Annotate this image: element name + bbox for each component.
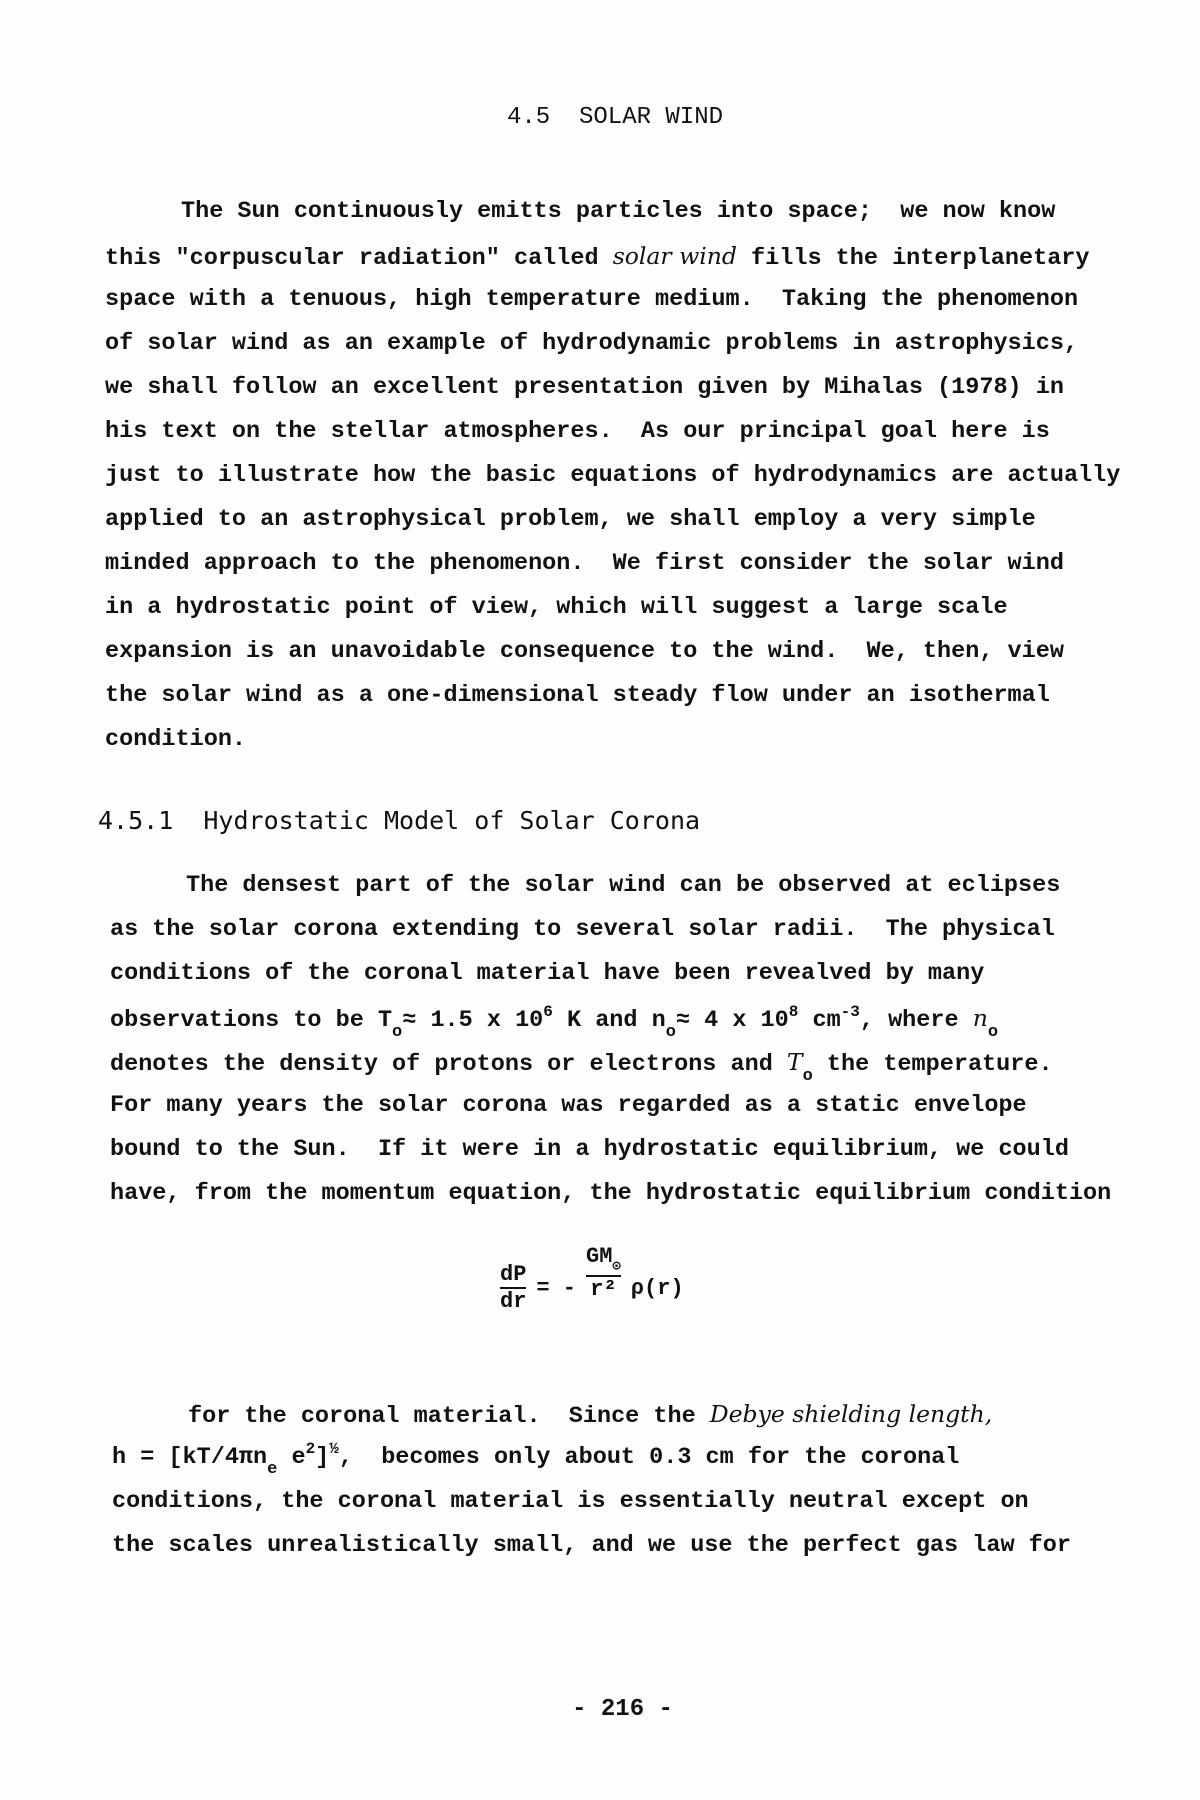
- text: for the coronal material. Since the: [188, 1403, 710, 1430]
- gm-text: GM: [586, 1244, 613, 1269]
- text-line: [105, 630, 1120, 674]
- subscript: o: [665, 1023, 676, 1042]
- italic-text: solar wind: [612, 242, 737, 270]
- text-line: [110, 996, 1111, 1040]
- text: just to illustrate how the basic equations of hydrodynamics are actually: [105, 462, 1121, 489]
- text-line: [105, 278, 1120, 322]
- text-line: [105, 674, 1120, 718]
- subscript: e: [267, 1460, 278, 1479]
- equation-rho: ρ(r): [630, 1275, 684, 1301]
- text: space with a tenuous, high temperature medium. Taking the phenomenon: [105, 286, 1079, 313]
- equation-rhs-fraction: [586, 1244, 621, 1302]
- sun-symbol: ⊙: [612, 1259, 621, 1275]
- equation-hydrostatic-equilibrium: [500, 1244, 684, 1314]
- text: have, from the momentum equation, the hydrostatic equilibrium condition: [110, 1180, 1112, 1207]
- text: applied to an astrophysical problem, we shall employ a very simple: [105, 506, 1036, 533]
- text: For many years the solar corona was regarded as a static envelope: [110, 1092, 1027, 1119]
- text-line: [110, 1040, 1111, 1084]
- equation-equals: = -: [536, 1275, 577, 1301]
- paragraph-debye: [112, 1392, 1071, 1568]
- italic-text: T: [786, 1048, 803, 1076]
- superscript: 8: [788, 1003, 799, 1021]
- text: denotes the density of protons or electrons and: [110, 1051, 787, 1078]
- text: K and n: [552, 1007, 666, 1034]
- text: of solar wind as an example of hydrodynamic problems in astrophysics,: [105, 330, 1079, 357]
- text: h = [kT/4πn: [112, 1444, 268, 1471]
- text-line: [105, 542, 1120, 586]
- text-line: [110, 908, 1111, 952]
- text: the temperature.: [812, 1051, 1053, 1078]
- text: the scales unrealistically small, and we use the perfect gas law for: [112, 1532, 1071, 1559]
- text-line: [105, 454, 1120, 498]
- superscript: -3: [840, 1003, 860, 1021]
- text: cm: [798, 1007, 841, 1034]
- text-line: [112, 1392, 1071, 1436]
- text: minded approach to the phenomenon. We first consider the solar wind: [105, 550, 1064, 577]
- paragraph-hydrostatic: [110, 864, 1111, 1216]
- equation-rhs-denominator: r²: [590, 1277, 617, 1302]
- text: this "corpuscular radiation" called: [105, 245, 613, 272]
- text-line: [105, 234, 1120, 278]
- text-line: [110, 1172, 1111, 1216]
- text: ≈ 1.5 x 10: [402, 1007, 544, 1034]
- text-line: [105, 322, 1120, 366]
- italic-text: Debye shielding length,: [709, 1400, 993, 1428]
- italic-text: n: [972, 1004, 988, 1032]
- text: we shall follow an excellent presentation given by Mihalas (1978) in: [105, 374, 1064, 401]
- text-line: [110, 952, 1111, 996]
- subscript: o: [802, 1067, 813, 1086]
- subscript: o: [987, 1023, 999, 1042]
- equation-lhs-denominator: dr: [500, 1289, 527, 1314]
- text-line: [112, 1480, 1071, 1524]
- text-line: [112, 1524, 1071, 1568]
- text: in a hydrostatic point of view, which will suggest a large scale: [105, 594, 1008, 621]
- equation-lhs-numerator: dP: [500, 1262, 527, 1287]
- subsection-heading: 4.5.1 Hydrostatic Model of Solar Corona: [98, 806, 701, 835]
- section-title: 4.5 SOLAR WIND: [506, 104, 724, 131]
- text: fills the interplanetary: [736, 245, 1090, 272]
- paragraph-intro: [105, 190, 1120, 762]
- superscript: 2: [305, 1440, 316, 1458]
- text: his text on the stellar atmospheres. As our principal goal here is: [105, 418, 1050, 445]
- text-line: [112, 1436, 1071, 1480]
- superscript: ½: [329, 1440, 339, 1458]
- text-line: [105, 366, 1120, 410]
- text: The Sun continuously emitts particles into space; we now know: [181, 198, 1056, 225]
- text-line: [110, 864, 1111, 908]
- equation-lhs-fraction: [500, 1262, 526, 1314]
- text: as the solar corona extending to several solar radii. The physical: [110, 916, 1055, 943]
- text: e: [277, 1444, 306, 1471]
- text: bound to the Sun. If it were in a hydrostatic equilibrium, we could: [110, 1136, 1069, 1163]
- text: ≈ 4 x 10: [675, 1007, 789, 1034]
- page-number: - 216 -: [572, 1696, 673, 1723]
- text: ]: [315, 1444, 330, 1471]
- text: , becomes only about 0.3 cm for the coronal: [338, 1444, 960, 1471]
- text: , where: [859, 1007, 973, 1034]
- text-line: [105, 410, 1120, 454]
- text: observations to be T: [110, 1007, 393, 1034]
- text-line: [105, 498, 1120, 542]
- text-line: [110, 1084, 1111, 1128]
- text: condition.: [105, 726, 247, 753]
- subscript: o: [392, 1023, 403, 1042]
- text-line: [110, 1128, 1111, 1172]
- superscript: 6: [543, 1003, 553, 1021]
- text: expansion is an unavoidable consequence to the wind. We, then, view: [105, 638, 1064, 665]
- text-line: [105, 586, 1120, 630]
- text-line: [105, 718, 1120, 762]
- text: The densest part of the solar wind can be observed at eclipses: [186, 872, 1061, 899]
- text: conditions of the coronal material have been revealved by many: [110, 960, 985, 987]
- equation-rhs-numerator: [586, 1244, 621, 1275]
- text-line: [105, 190, 1120, 234]
- text: the solar wind as a one-dimensional steady flow under an isothermal: [105, 682, 1050, 709]
- text: conditions, the coronal material is essentially neutral except on: [112, 1488, 1029, 1515]
